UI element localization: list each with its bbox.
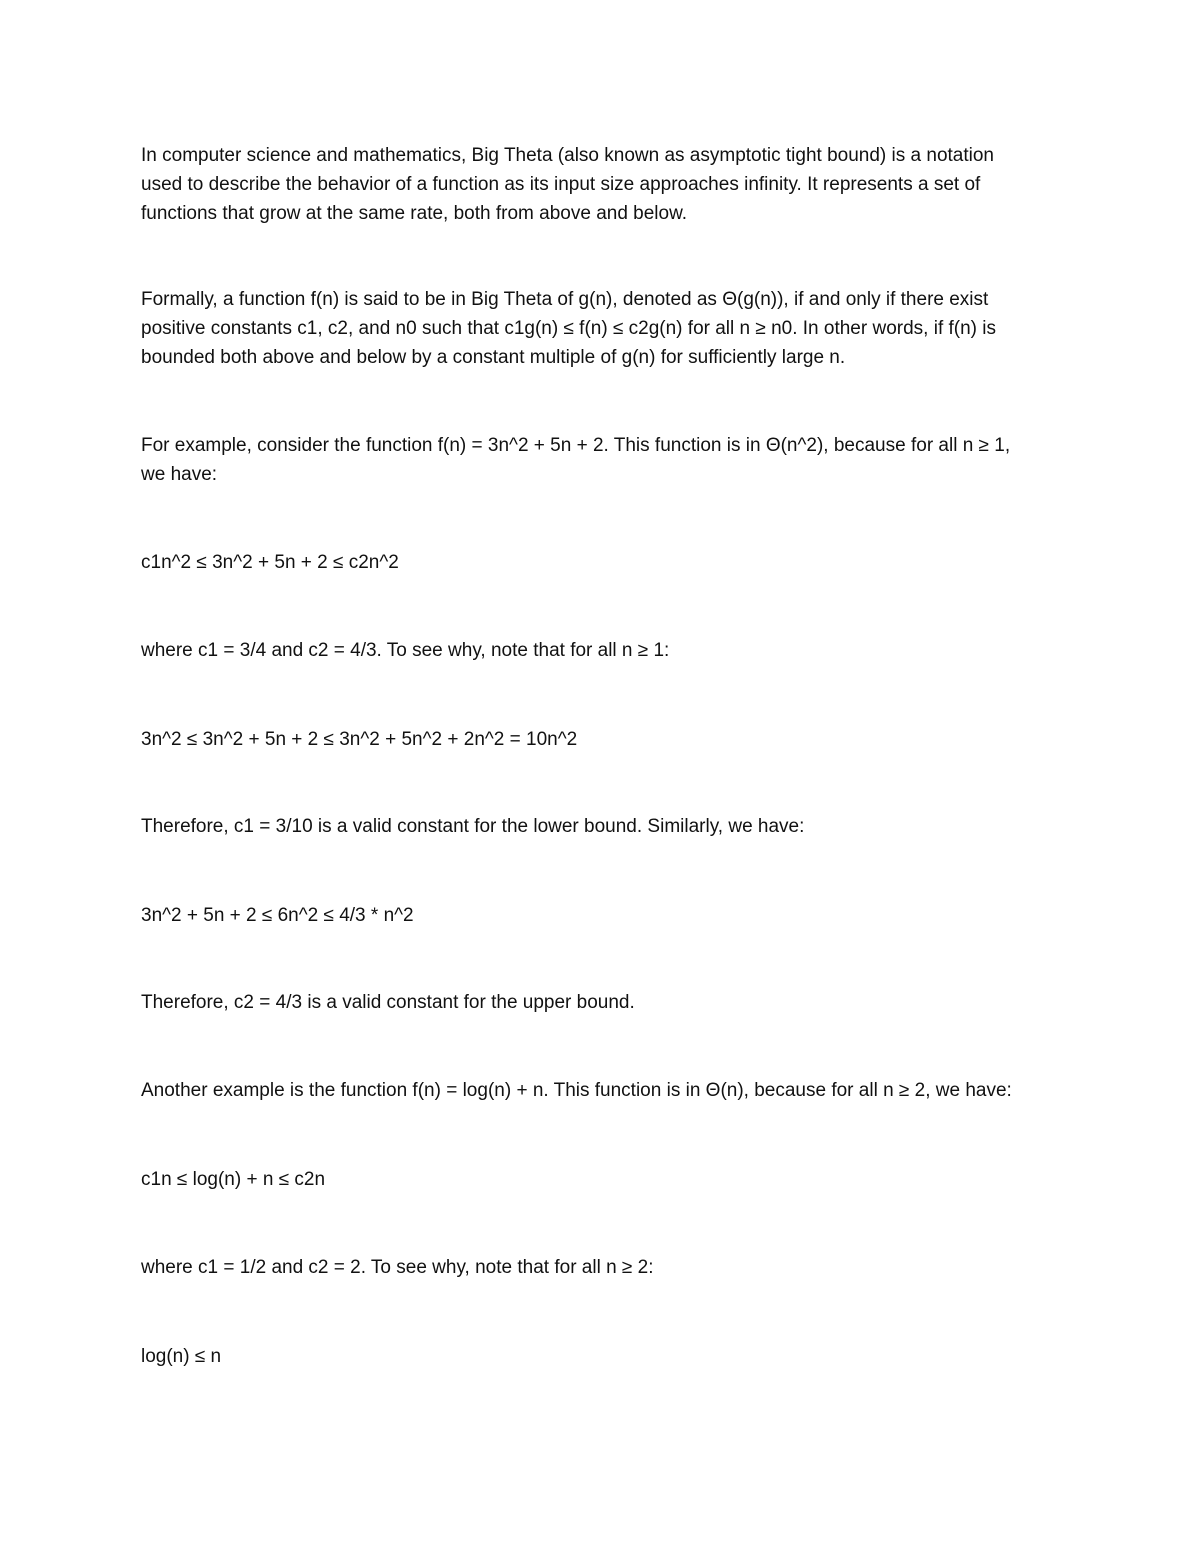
paragraph-1-line-2: used to describe the behavior of a function as its input size approaches infinity. It represents a set of — [141, 174, 981, 195]
equation-2: 3n^2 ≤ 3n^2 + 5n + 2 ≤ 3n^2 + 5n^2 + 2n^2 = 10n^2 — [141, 729, 578, 750]
paragraph-7: Another example is the function f(n) = log(n) + n. This function is in Θ(n), because for all n ≥ 2, we have: — [141, 1080, 1012, 1101]
paragraph-3-line-1: For example, consider the function f(n) = 3n^2 + 5n + 2. This function is in Θ(n^2), because for all n ≥ 1, — [141, 435, 1011, 456]
equation-4: c1n ≤ log(n) + n ≤ c2n — [141, 1169, 326, 1190]
paragraph-3-line-2: we have: — [141, 464, 218, 485]
equation-1: c1n^2 ≤ 3n^2 + 5n + 2 ≤ c2n^2 — [141, 552, 399, 573]
paragraph-4: where c1 = 3/4 and c2 = 4/3. To see why, note that for all n ≥ 1: — [141, 640, 670, 661]
paragraph-2-line-2: positive constants c1, c2, and n0 such that c1g(n) ≤ f(n) ≤ c2g(n) for all n ≥ n0. In other words, if f(n) is — [141, 318, 996, 339]
paragraph-2-line-3: bounded both above and below by a constant multiple of g(n) for sufficiently large n. — [141, 347, 846, 368]
paragraph-1-line-3: functions that grow at the same rate, both from above and below. — [141, 203, 688, 224]
paragraph-6: Therefore, c2 = 4/3 is a valid constant for the upper bound. — [141, 992, 635, 1013]
paragraph-1-line-1: In computer science and mathematics, Big Theta (also known as asymptotic tight bound) is a notation — [141, 145, 994, 166]
equation-3: 3n^2 + 5n + 2 ≤ 6n^2 ≤ 4/3 * n^2 — [141, 905, 414, 926]
paragraph-2-line-1: Formally, a function f(n) is said to be in Big Theta of g(n), denoted as Θ(g(n)), if and only if there exist — [141, 289, 989, 310]
paragraph-8: where c1 = 1/2 and c2 = 2. To see why, note that for all n ≥ 2: — [141, 1257, 654, 1278]
equation-5: log(n) ≤ n — [141, 1346, 222, 1367]
paragraph-5: Therefore, c1 = 3/10 is a valid constant for the lower bound. Similarly, we have: — [141, 816, 805, 837]
